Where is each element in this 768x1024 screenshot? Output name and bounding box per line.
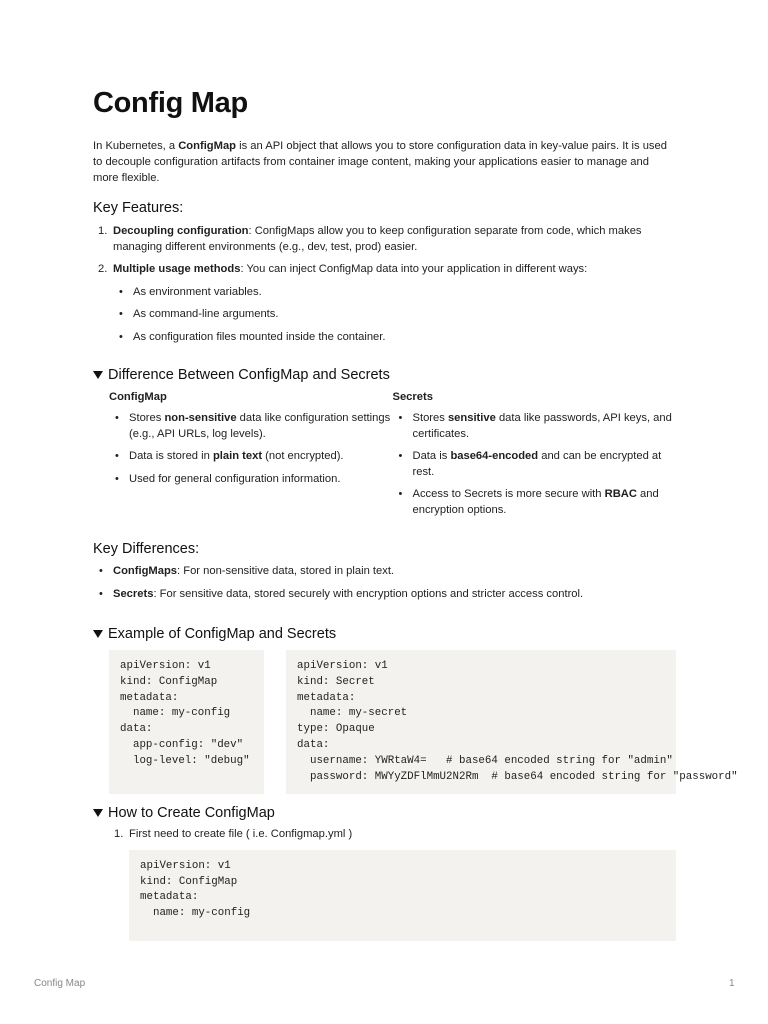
text: and can be encrypted at rest. — [412, 450, 662, 478]
step-text: First need to create file ( i.e. Configmap.yml ) — [129, 828, 353, 841]
footer-title: Config Map — [34, 978, 86, 989]
bold-text: plain text — [212, 450, 263, 462]
bold-text: ConfigMaps — [113, 565, 178, 577]
difference-toggle[interactable] — [93, 365, 676, 385]
key-features-heading: Key Features: — [93, 200, 184, 216]
intro-text: In Kubernetes, a — [93, 140, 179, 152]
example-toggle[interactable] — [93, 624, 676, 644]
page-number: 1 — [729, 978, 735, 989]
list-number: 1. — [114, 828, 124, 841]
list-number: 1. — [98, 225, 108, 237]
list-item — [93, 224, 676, 255]
secrets-column — [393, 389, 677, 525]
intro-text-cont: is an API object that allows you to store configuration data in key-value pairs. It is used to decouple configuration artifacts from container image content, making your applications easier to manage and more flexible. — [93, 140, 667, 184]
list-item: • As environment variables. — [113, 285, 676, 301]
text: Data is — [412, 450, 451, 462]
text: Stores — [412, 412, 448, 424]
page-title: Config Map — [93, 87, 248, 119]
difference-heading: Difference Between ConfigMap and Secrets — [108, 367, 390, 383]
list-number: 2. — [98, 263, 108, 275]
list-item — [109, 827, 676, 843]
intro-bold: ConfigMap — [178, 140, 237, 152]
text: Access to Secrets is more secure with — [412, 488, 605, 500]
list-item — [109, 411, 393, 442]
text: and encryption options. — [412, 488, 659, 516]
list-item — [393, 411, 677, 442]
howto-steps — [109, 827, 676, 843]
item-text: : You can inject ConfigMap data into your application in different ways: — [240, 263, 588, 275]
difference-columns — [109, 389, 676, 525]
secrets-column-title: Secrets — [392, 391, 433, 403]
list-item — [93, 587, 676, 603]
configmap-column-title: ConfigMap — [109, 391, 167, 403]
item-bold: Decoupling configuration — [113, 225, 249, 237]
configmap-code-block: apiVersion: v1 kind: ConfigMap metadata: name: my-config data: app-config: "dev" log-level: "debug" — [109, 650, 264, 794]
usage-methods-list — [113, 285, 676, 346]
list-item — [93, 262, 676, 345]
toggle-triangle-icon[interactable] — [93, 371, 103, 379]
configmap-list — [109, 411, 393, 487]
list-item: • As command-line arguments. — [113, 307, 676, 323]
example-heading: Example of ConfigMap and Secrets — [108, 626, 337, 642]
list-item — [109, 449, 393, 465]
text: (not encrypted). — [262, 450, 344, 462]
list-item: • Used for general configuration information. — [109, 472, 393, 488]
list-item — [93, 564, 676, 580]
bold-text: base64-encoded — [450, 450, 539, 462]
toggle-triangle-icon[interactable] — [93, 630, 103, 638]
text: data like configuration settings (e.g., API URLs, log levels). — [129, 412, 391, 440]
text: Stores — [129, 412, 165, 424]
text: : For sensitive data, stored securely with encryption options and stricter access control. — [153, 587, 584, 600]
howto-code-block: apiVersion: v1 kind: ConfigMap metadata: name: my-config — [129, 850, 676, 941]
howto-heading: How to Create ConfigMap — [108, 805, 275, 822]
intro-paragraph — [93, 138, 676, 186]
example-code-row — [109, 650, 738, 794]
key-differences-heading: Key Differences: — [93, 541, 200, 557]
secret-code-block: apiVersion: v1 kind: Secret metadata: name: my-secret type: Opaque data: username: YWRtaW4= # base64 encoded string for "admin" password: MWYyZDFlMmU2N2Rm # base64 encoded string for "password" — [286, 650, 676, 794]
text: data like passwords, API keys, and certificates. — [412, 412, 672, 440]
bold-text: RBAC — [604, 488, 637, 500]
secrets-list — [393, 411, 677, 518]
text: Data is stored in — [129, 450, 213, 462]
howto-toggle[interactable] — [93, 803, 676, 823]
item-text: : ConfigMaps allow you to keep configuration separate from code, which makes managing different environments (e.g., dev, test, prod) easier. — [113, 225, 642, 253]
bold-text: Secrets — [113, 587, 154, 600]
text: : For non-sensitive data, stored in plain text. — [177, 565, 395, 577]
page-content — [93, 84, 738, 941]
toggle-triangle-icon[interactable] — [93, 809, 103, 817]
configmap-column — [109, 389, 393, 525]
list-item: • As configuration files mounted inside the container. — [113, 330, 676, 346]
item-bold: Multiple usage methods — [113, 263, 241, 275]
key-differences-list — [93, 564, 676, 602]
list-item — [393, 449, 677, 480]
bold-text: non-sensitive — [164, 412, 237, 424]
key-features-list — [93, 224, 676, 345]
bold-text: sensitive — [447, 412, 496, 424]
list-item — [393, 487, 677, 518]
